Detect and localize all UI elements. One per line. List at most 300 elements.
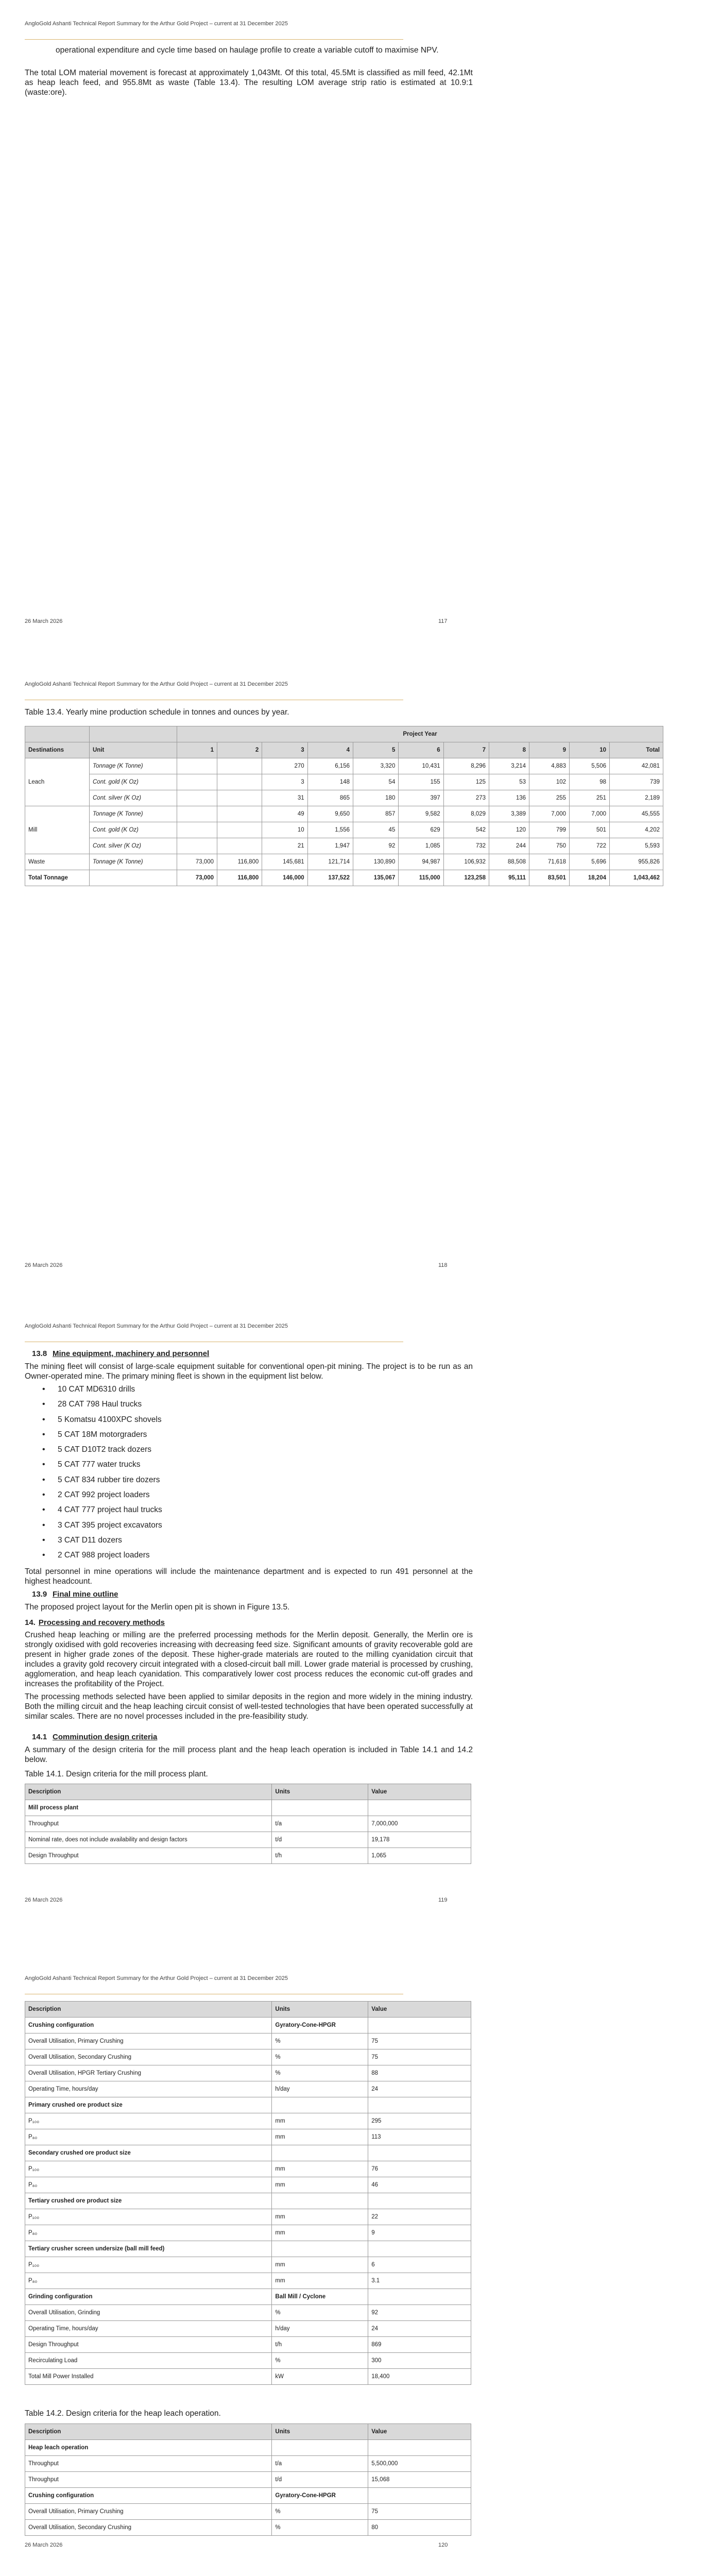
col-units: Units: [272, 2424, 368, 2440]
value-cell: 1,947: [307, 838, 353, 854]
footer-date: 26 March 2026: [25, 618, 63, 624]
total-value: 123,258: [443, 870, 489, 886]
personnel-paragraph: Total personnel in mine operations will include the maintenance department and is expected to run 491 personnel at the highest headcount.: [25, 1567, 473, 1586]
column-header-row: [25, 742, 663, 758]
value-cell: [368, 2488, 471, 2504]
total-value: 116,800: [217, 870, 262, 886]
page-header: AngloGold Ashanti Technical Report Summary for the Arthur Gold Project – current at 31 December 2025: [25, 1323, 288, 1329]
col-year: 6: [399, 742, 443, 758]
value-cell: 750: [529, 838, 570, 854]
page-number: 119: [438, 1897, 448, 1903]
value-cell: 94,987: [399, 854, 443, 870]
units-cell: Gyratory-Cone-HPGR: [272, 2488, 368, 2504]
footer-date: 26 March 2026: [25, 1262, 63, 1268]
description-cell: Overall Utilisation, Primary Crushing: [25, 2504, 272, 2520]
page-117: [0, 0, 703, 652]
col-year: 3: [262, 742, 307, 758]
mining-fleet-paragraph: The mining fleet will consist of large-scale equipment suitable for conventional open-pit mining. The project is to be run as an Owner-operated mine. The primary mining fleet is shown in the equipment list below.: [25, 1362, 473, 1381]
value-cell: 31: [262, 790, 307, 806]
value-cell: [368, 2018, 471, 2033]
equipment-item: • 5 CAT 834 rubber tire dozers: [41, 1472, 162, 1487]
description-cell: P₈₀: [25, 2225, 272, 2241]
equipment-item: • 2 CAT 992 project loaders: [41, 1487, 162, 1502]
value-cell: 244: [489, 838, 529, 854]
total-cell: 5,593: [610, 838, 663, 854]
unit-cell: Cont. silver (K Oz): [90, 838, 177, 854]
description-cell: Total Mill Power Installed: [25, 2369, 272, 2385]
table-13-4-caption: Table 13.4. Yearly mine production schedule in tonnes and ounces by year.: [25, 708, 289, 717]
col-units: Units: [272, 2002, 368, 2018]
value-cell: 501: [570, 822, 610, 838]
units-cell: t/a: [272, 1816, 368, 1832]
description-cell: P₈₀: [25, 2129, 272, 2145]
value-cell: 73,000: [177, 854, 217, 870]
description-cell: P₈₀: [25, 2177, 272, 2193]
total-label: Total Tonnage: [25, 870, 90, 886]
equipment-item: • 5 CAT 777 water trucks: [41, 1457, 162, 1472]
description-cell: P₁₀₀: [25, 2257, 272, 2273]
table-row: [25, 1816, 471, 1832]
table-row: [25, 1848, 471, 1864]
total-cell: 4,202: [610, 822, 663, 838]
units-cell: mm: [272, 2161, 368, 2177]
value-cell: 76: [368, 2161, 471, 2177]
section-number: 14.1: [32, 1733, 47, 1741]
value-cell: [217, 758, 262, 774]
group-row: [25, 2440, 471, 2456]
unit-cell: Cont. gold (K Oz): [90, 774, 177, 790]
units-cell: t/a: [272, 2456, 368, 2472]
description-cell: Overall Utilisation, Primary Crushing: [25, 2033, 272, 2049]
value-cell: [177, 822, 217, 838]
value-cell: 5,506: [570, 758, 610, 774]
value-cell: 3,214: [489, 758, 529, 774]
table-row: [25, 2033, 471, 2049]
col-year: 9: [529, 742, 570, 758]
value-cell: 7,000: [529, 806, 570, 822]
page-120: [0, 1957, 703, 2576]
table-14-1-continued: [25, 2001, 471, 2385]
value-cell: 5,696: [570, 854, 610, 870]
col-value: Value: [368, 1784, 471, 1800]
col-destinations: Destinations: [25, 742, 90, 758]
units-cell: [272, 2097, 368, 2113]
page-header: AngloGold Ashanti Technical Report Summary for the Arthur Gold Project – current at 31 December 2025: [25, 1975, 288, 1981]
table-row: [25, 2456, 471, 2472]
units-cell: mm: [272, 2257, 368, 2273]
value-cell: 270: [262, 758, 307, 774]
table-row: [25, 2353, 471, 2369]
col-year: 4: [307, 742, 353, 758]
description-cell: Throughput: [25, 1816, 272, 1832]
page-number: 117: [438, 618, 448, 624]
description-cell: Heap leach operation: [25, 2440, 272, 2456]
table-row: [25, 2129, 471, 2145]
description-cell: Crushing configuration: [25, 2018, 272, 2033]
value-cell: 92: [353, 838, 399, 854]
units-cell: %: [272, 2353, 368, 2369]
table-row: [25, 838, 663, 854]
description-cell: Tertiary crusher screen undersize (ball mill feed): [25, 2241, 272, 2257]
destination-cell: Waste: [25, 854, 90, 870]
table-row: [25, 822, 663, 838]
col-unit: Unit: [90, 742, 177, 758]
total-value: 135,067: [353, 870, 399, 886]
section-title: Comminution design criteria: [53, 1733, 158, 1741]
value-cell: 145,681: [262, 854, 307, 870]
value-cell: 116,800: [217, 854, 262, 870]
value-cell: [368, 2289, 471, 2305]
value-cell: 46: [368, 2177, 471, 2193]
group-row: [25, 2488, 471, 2504]
value-cell: [217, 774, 262, 790]
destination-cell: Mill: [25, 806, 90, 854]
page-119: [0, 1304, 703, 1957]
value-cell: 136: [489, 790, 529, 806]
units-cell: [272, 2241, 368, 2257]
table-row: [25, 1832, 471, 1848]
section-number: 13.9: [32, 1590, 47, 1599]
units-cell: Ball Mill / Cyclone: [272, 2289, 368, 2305]
table-row: [25, 2369, 471, 2385]
value-cell: [177, 790, 217, 806]
table-row: [25, 2337, 471, 2353]
col-year: 8: [489, 742, 529, 758]
value-cell: 15,068: [368, 2472, 471, 2488]
total-value: 115,000: [399, 870, 443, 886]
unit-cell: Tonnage (K Tonne): [90, 758, 177, 774]
design-criteria-paragraph: A summary of the design criteria for the mill process plant and the heap leach operation is included in Table 14.1 and 14.2 below.: [25, 1745, 473, 1764]
table-row: [25, 758, 663, 774]
value-cell: 24: [368, 2321, 471, 2337]
units-cell: %: [272, 2049, 368, 2065]
table-row: [25, 2081, 471, 2097]
value-cell: 180: [353, 790, 399, 806]
equipment-item: • 2 CAT 988 project loaders: [41, 1548, 162, 1563]
value-cell: 7,000,000: [368, 1816, 471, 1832]
group-row: [25, 2097, 471, 2113]
units-cell: h/day: [272, 2321, 368, 2337]
total-cell: 955,826: [610, 854, 663, 870]
table-row: [25, 2504, 471, 2520]
value-cell: 120: [489, 822, 529, 838]
units-cell: kW: [272, 2369, 368, 2385]
description-cell: P₁₀₀: [25, 2161, 272, 2177]
table-row: [25, 2161, 471, 2177]
final-outline-paragraph: The proposed project layout for the Merlin open pit is shown in Figure 13.5.: [25, 1603, 290, 1612]
value-cell: [368, 1800, 471, 1816]
value-cell: 1,085: [399, 838, 443, 854]
page-header: AngloGold Ashanti Technical Report Summary for the Arthur Gold Project – current at 31 December 2025: [25, 21, 288, 27]
unit-cell: Cont. silver (K Oz): [90, 790, 177, 806]
value-cell: [368, 2145, 471, 2161]
total-value: 18,204: [570, 870, 610, 886]
value-cell: 24: [368, 2081, 471, 2097]
value-cell: 92: [368, 2305, 471, 2321]
equipment-list: [41, 1382, 162, 1563]
value-cell: 10: [262, 822, 307, 838]
table-13-4: [25, 726, 663, 886]
value-cell: 8,296: [443, 758, 489, 774]
value-cell: 80: [368, 2520, 471, 2536]
value-cell: 3: [262, 774, 307, 790]
units-cell: t/h: [272, 2337, 368, 2353]
units-cell: t/h: [272, 1848, 368, 1864]
value-cell: 397: [399, 790, 443, 806]
col-description: Description: [25, 2424, 272, 2440]
value-cell: 88,508: [489, 854, 529, 870]
destination-cell: Leach: [25, 758, 90, 806]
col-year: 7: [443, 742, 489, 758]
page-number: 120: [438, 2542, 448, 2548]
table-row: [25, 2472, 471, 2488]
section-number: 14.: [25, 1618, 36, 1627]
section-14-heading: [25, 1618, 165, 1627]
units-cell: [272, 2440, 368, 2456]
table-row: [25, 2209, 471, 2225]
header-rule: [25, 39, 403, 40]
equipment-item: • 5 CAT D10T2 track dozers: [41, 1442, 162, 1457]
units-cell: [272, 2193, 368, 2209]
value-cell: 3.1: [368, 2273, 471, 2289]
footer-date: 26 March 2026: [25, 1897, 63, 1903]
col-value: Value: [368, 2424, 471, 2440]
footer-date: 26 March 2026: [25, 2542, 63, 2548]
value-cell: 542: [443, 822, 489, 838]
description-cell: P₁₀₀: [25, 2113, 272, 2129]
value-cell: 6: [368, 2257, 471, 2273]
processing-paragraph-1: Crushed heap leaching or milling are the preferred processing methods for the Merlin deposit. Generally, the Merlin ore is strongly oxidised with gold recoveries increasing with decreasing feed size. Significant amounts of gravity recoverable gold are present in higher grade zones of the deposit. These higher-grade materials are routed to the milling cyanidation circuit that includes a gravity gold recovery circuit integrated with a closed-circuit ball mill. Lower grade material is processed by crushing, agglomeration, and heap leach cyanidation. This comparatively lower cost process reduces the economic cut-off grades and increases the profitability of the Project.: [25, 1631, 473, 1688]
total-cell: 42,081: [610, 758, 663, 774]
description-cell: Overall Utilisation, HPGR Tertiary Crushing: [25, 2065, 272, 2081]
value-cell: [177, 774, 217, 790]
value-cell: 9,582: [399, 806, 443, 822]
col-year: 10: [570, 742, 610, 758]
description-cell: P₁₀₀: [25, 2209, 272, 2225]
table-row: [25, 2520, 471, 2536]
value-cell: 273: [443, 790, 489, 806]
section-title: Processing and recovery methods: [38, 1618, 165, 1627]
value-cell: [368, 2097, 471, 2113]
col-units: Units: [272, 1784, 368, 1800]
total-cell: 739: [610, 774, 663, 790]
value-cell: 255: [529, 790, 570, 806]
table-row: [25, 806, 663, 822]
units-cell: mm: [272, 2129, 368, 2145]
value-cell: [177, 806, 217, 822]
units-cell: mm: [272, 2225, 368, 2241]
value-cell: 4,883: [529, 758, 570, 774]
lom-paragraph: The total LOM material movement is forecast at approximately 1,043Mt. Of this total, 45.5Mt is classified as mill feed, 42.1Mt as heap leach feed, and 955.8Mt as waste (Table 13.4). The resulting LOM average strip ratio is estimated at 10.9:1 (waste:ore).: [25, 69, 473, 97]
value-cell: 865: [307, 790, 353, 806]
table-14-1: [25, 1784, 471, 1864]
col-year: 2: [217, 742, 262, 758]
value-cell: 49: [262, 806, 307, 822]
units-cell: t/d: [272, 2472, 368, 2488]
total-value: 137,522: [307, 870, 353, 886]
units-cell: [272, 2145, 368, 2161]
description-cell: Overall Utilisation, Grinding: [25, 2305, 272, 2321]
section-13-8-heading: [32, 1349, 209, 1358]
value-cell: 9,650: [307, 806, 353, 822]
description-cell: Recirculating Load: [25, 2353, 272, 2369]
units-cell: mm: [272, 2209, 368, 2225]
value-cell: 125: [443, 774, 489, 790]
description-cell: Mill process plant: [25, 1800, 272, 1816]
description-cell: Secondary crushed ore product size: [25, 2145, 272, 2161]
blank-cell: [90, 870, 177, 886]
value-cell: 148: [307, 774, 353, 790]
value-cell: [368, 2241, 471, 2257]
value-cell: 75: [368, 2049, 471, 2065]
units-cell: h/day: [272, 2081, 368, 2097]
value-cell: 22: [368, 2209, 471, 2225]
section-number: 13.8: [32, 1349, 47, 1358]
group-row: [25, 2193, 471, 2209]
value-cell: 869: [368, 2337, 471, 2353]
table-row: [25, 2177, 471, 2193]
total-value: 73,000: [177, 870, 217, 886]
table-14-2-caption: Table 14.2. Design criteria for the heap leach operation.: [25, 2409, 221, 2418]
table-row: [25, 2321, 471, 2337]
value-cell: [217, 806, 262, 822]
value-cell: 19,178: [368, 1832, 471, 1848]
description-cell: Overall Utilisation, Secondary Crushing: [25, 2049, 272, 2065]
equipment-item: • 5 CAT 18M motorgraders: [41, 1427, 162, 1442]
total-cell: 2,189: [610, 790, 663, 806]
unit-cell: Tonnage (K Tonne): [90, 806, 177, 822]
description-cell: P₈₀: [25, 2273, 272, 2289]
value-cell: 88: [368, 2065, 471, 2081]
group-row: [25, 2289, 471, 2305]
project-year-header: Project Year: [177, 726, 663, 742]
value-cell: 3,320: [353, 758, 399, 774]
value-cell: [177, 758, 217, 774]
units-cell: %: [272, 2033, 368, 2049]
group-row: [25, 2018, 471, 2033]
value-cell: 9: [368, 2225, 471, 2241]
value-cell: [217, 822, 262, 838]
value-cell: 722: [570, 838, 610, 854]
section-title: Final mine outline: [53, 1590, 118, 1599]
total-value: 95,111: [489, 870, 529, 886]
units-cell: mm: [272, 2177, 368, 2193]
value-cell: 113: [368, 2129, 471, 2145]
total-row: [25, 870, 663, 886]
table-row: [25, 854, 663, 870]
value-cell: 732: [443, 838, 489, 854]
units-cell: %: [272, 2305, 368, 2321]
group-row: [25, 1800, 471, 1816]
value-cell: 21: [262, 838, 307, 854]
description-cell: Primary crushed ore product size: [25, 2097, 272, 2113]
units-cell: mm: [272, 2113, 368, 2129]
value-cell: 629: [399, 822, 443, 838]
value-cell: 1,556: [307, 822, 353, 838]
value-cell: 53: [489, 774, 529, 790]
value-cell: 857: [353, 806, 399, 822]
section-title: Mine equipment, machinery and personnel: [53, 1349, 210, 1358]
page-header: AngloGold Ashanti Technical Report Summary for the Arthur Gold Project – current at 31 December 2025: [25, 681, 288, 687]
table-row: [25, 774, 663, 790]
group-row: [25, 2241, 471, 2257]
page-number: 118: [438, 1262, 448, 1268]
value-cell: [368, 2440, 471, 2456]
table-14-1-caption: Table 14.1. Design criteria for the mill process plant.: [25, 1770, 208, 1778]
value-cell: 18,400: [368, 2369, 471, 2385]
units-cell: %: [272, 2520, 368, 2536]
unit-cell: Cont. gold (K Oz): [90, 822, 177, 838]
units-cell: %: [272, 2504, 368, 2520]
value-cell: 130,890: [353, 854, 399, 870]
value-cell: 295: [368, 2113, 471, 2129]
description-cell: Design Throughput: [25, 2337, 272, 2353]
value-cell: 3,389: [489, 806, 529, 822]
description-cell: Throughput: [25, 2472, 272, 2488]
value-cell: 7,000: [570, 806, 610, 822]
description-cell: Tertiary crushed ore product size: [25, 2193, 272, 2209]
table-row: [25, 2049, 471, 2065]
value-cell: 6,156: [307, 758, 353, 774]
col-description: Description: [25, 2002, 272, 2018]
value-cell: 98: [570, 774, 610, 790]
value-cell: 71,618: [529, 854, 570, 870]
value-cell: 121,714: [307, 854, 353, 870]
value-cell: 10,431: [399, 758, 443, 774]
value-cell: 75: [368, 2033, 471, 2049]
description-cell: Crushing configuration: [25, 2488, 272, 2504]
section-14-1-heading: [32, 1733, 157, 1741]
units-cell: t/d: [272, 1832, 368, 1848]
header-blank: [25, 726, 90, 742]
col-total: Total: [610, 742, 663, 758]
page-118: [0, 652, 703, 1304]
grand-total: 1,043,462: [610, 870, 663, 886]
total-value: 83,501: [529, 870, 570, 886]
table-row: [25, 2257, 471, 2273]
table-row: [25, 2065, 471, 2081]
section-13-9-heading: [32, 1590, 118, 1599]
total-value: 146,000: [262, 870, 307, 886]
value-cell: 300: [368, 2353, 471, 2369]
description-cell: Design Throughput: [25, 1848, 272, 1864]
equipment-item: • 28 CAT 798 Haul trucks: [41, 1397, 162, 1412]
table-row: [25, 2113, 471, 2129]
value-cell: 155: [399, 774, 443, 790]
units-cell: [272, 1800, 368, 1816]
table-row: [25, 2305, 471, 2321]
value-cell: [368, 2193, 471, 2209]
value-cell: 45: [353, 822, 399, 838]
description-cell: Grinding configuration: [25, 2289, 272, 2305]
total-cell: 45,555: [610, 806, 663, 822]
equipment-item: • 5 Komatsu 4100XPC shovels: [41, 1412, 162, 1427]
value-cell: 102: [529, 774, 570, 790]
table-14-2: [25, 2424, 471, 2536]
unit-cell: Tonnage (K Tonne): [90, 854, 177, 870]
table-row: [25, 2225, 471, 2241]
units-cell: mm: [272, 2273, 368, 2289]
col-description: Description: [25, 1784, 272, 1800]
value-cell: 54: [353, 774, 399, 790]
group-row: [25, 2145, 471, 2161]
equipment-item: • 3 CAT D11 dozers: [41, 1533, 162, 1548]
value-cell: 106,932: [443, 854, 489, 870]
header-blank: [90, 726, 177, 742]
table-row: [25, 2273, 471, 2289]
table-row: [25, 790, 663, 806]
equipment-item: • 10 CAT MD6310 drills: [41, 1382, 162, 1397]
